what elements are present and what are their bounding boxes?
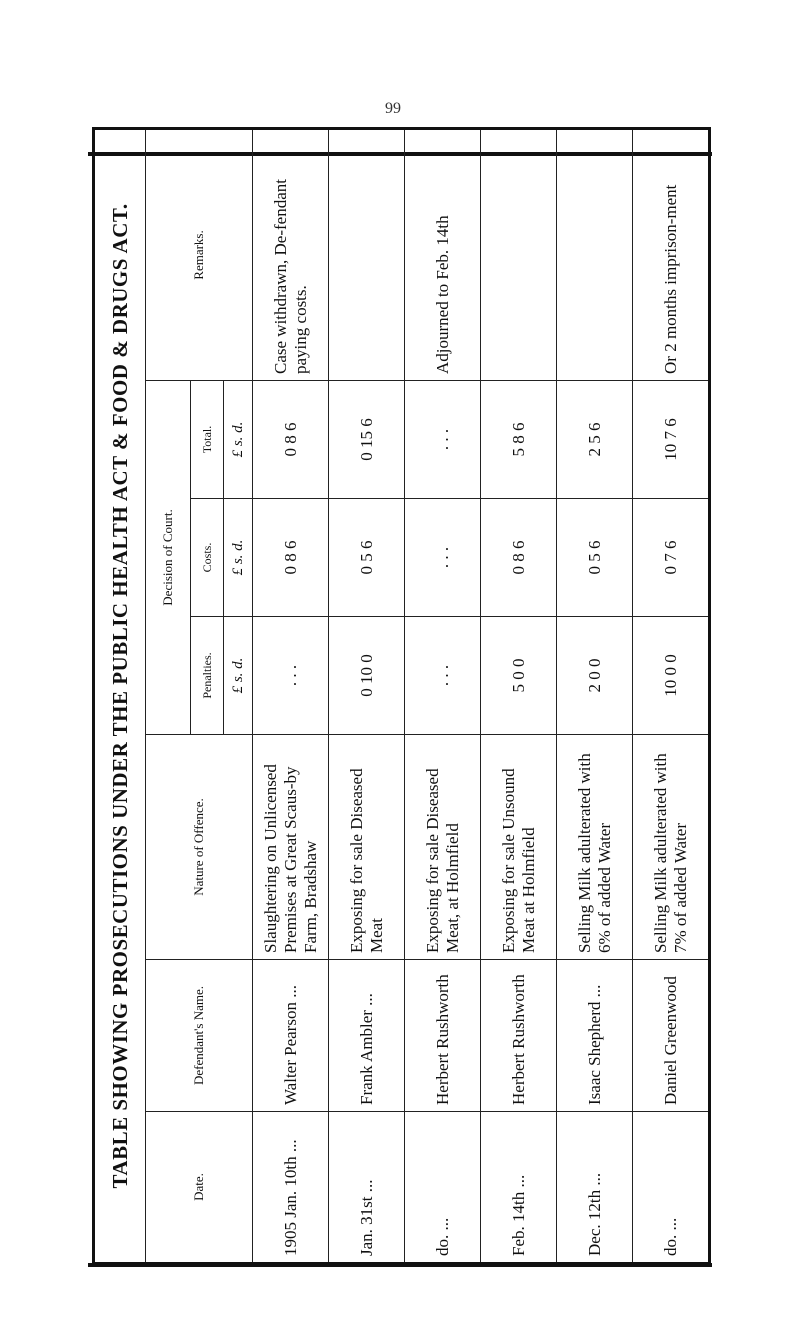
cell-defendant: Frank Ambler ... xyxy=(329,960,405,1112)
cell-date: Dec. 12th ... xyxy=(557,1112,633,1264)
cell-offence: Exposing for sale Unsound Meat at Holmfield xyxy=(481,735,557,960)
cell-defendant: Herbert Rushworth xyxy=(405,960,481,1112)
cell-date: 1905 Jan. 10th ... xyxy=(253,1112,329,1264)
cell-total: . . . xyxy=(405,381,481,499)
units-total: £ s. d. xyxy=(224,381,253,499)
table-row xyxy=(329,128,405,1263)
cell-total: 5 8 6 xyxy=(481,381,557,499)
cell-remarks: Case withdrawn, De-fendant paying costs. xyxy=(253,128,329,380)
cell-penalties: 2 0 0 xyxy=(557,617,633,735)
table-row xyxy=(481,128,557,1263)
cell-offence: Selling Milk adulterated with 7% of added Water xyxy=(633,735,710,960)
cell-date: do. ... xyxy=(405,1112,481,1264)
cell-penalties: 5 0 0 xyxy=(481,617,557,735)
cell-offence: Slaughtering on Unlicensed Premises at Great Scaus-by Farm, Bradshaw xyxy=(253,735,329,960)
cell-total: 0 15 6 xyxy=(329,381,405,499)
cell-remarks xyxy=(329,128,405,380)
cell-offence: Exposing for sale Diseased Meat, at Holmfield xyxy=(405,735,481,960)
header-total: Total. xyxy=(191,381,224,499)
header-remarks: Remarks. xyxy=(146,128,253,380)
cell-penalties: . . . xyxy=(253,617,329,735)
cell-costs: 0 8 6 xyxy=(481,499,557,617)
cell-costs: 0 8 6 xyxy=(253,499,329,617)
table-row xyxy=(253,128,329,1263)
cell-date: Jan. 31st ... xyxy=(329,1112,405,1264)
cell-costs: 0 5 6 xyxy=(557,499,633,617)
cell-offence: Selling Milk adulterated with 6% of added Water xyxy=(557,735,633,960)
header-costs: Costs. xyxy=(191,499,224,617)
header-date: Date. xyxy=(146,1112,253,1264)
cell-remarks xyxy=(557,128,633,380)
cell-remarks: Or 2 months imprison-ment xyxy=(633,128,710,380)
cell-costs: . . . xyxy=(405,499,481,617)
header-penalties: Penalties. xyxy=(191,617,224,735)
cell-penalties: . . . xyxy=(405,617,481,735)
table-row xyxy=(633,128,710,1263)
cell-defendant: Daniel Greenwood xyxy=(633,960,710,1112)
table-row xyxy=(405,128,481,1263)
cell-penalties: 10 0 0 xyxy=(633,617,710,735)
table-title: TABLE SHOWING PROSECUTIONS UNDER THE PUBLIC HEALTH ACT & FOOD & DRUGS ACT. xyxy=(94,128,146,1263)
header-decision: Decision of Court. xyxy=(146,381,191,735)
prosecutions-table-rotated xyxy=(92,130,700,1265)
units-costs: £ s. d. xyxy=(224,499,253,617)
cell-date: Feb. 14th ... xyxy=(481,1112,557,1264)
cell-date: do. ... xyxy=(633,1112,710,1264)
header-offence: Nature of Offence. xyxy=(146,735,253,960)
cell-costs: 0 7 6 xyxy=(633,499,710,617)
cell-penalties: 0 10 0 xyxy=(329,617,405,735)
cell-remarks xyxy=(481,128,557,380)
table-row xyxy=(557,128,633,1263)
header-defendant: Defendant's Name. xyxy=(146,960,253,1112)
cell-costs: 0 5 6 xyxy=(329,499,405,617)
cell-total: 10 7 6 xyxy=(633,381,710,499)
cell-total: 0 8 6 xyxy=(253,381,329,499)
cell-offence: Exposing for sale Diseased Meat xyxy=(329,735,405,960)
page-number: 99 xyxy=(385,100,401,117)
cell-defendant: Walter Pearson ... xyxy=(253,960,329,1112)
cell-defendant: Herbert Rushworth xyxy=(481,960,557,1112)
prosecutions-table xyxy=(92,127,711,1265)
units-penalties: £ s. d. xyxy=(224,617,253,735)
cell-remarks: Adjourned to Feb. 14th xyxy=(405,128,481,380)
cell-defendant: Isaac Shepherd ... xyxy=(557,960,633,1112)
cell-total: 2 5 6 xyxy=(557,381,633,499)
